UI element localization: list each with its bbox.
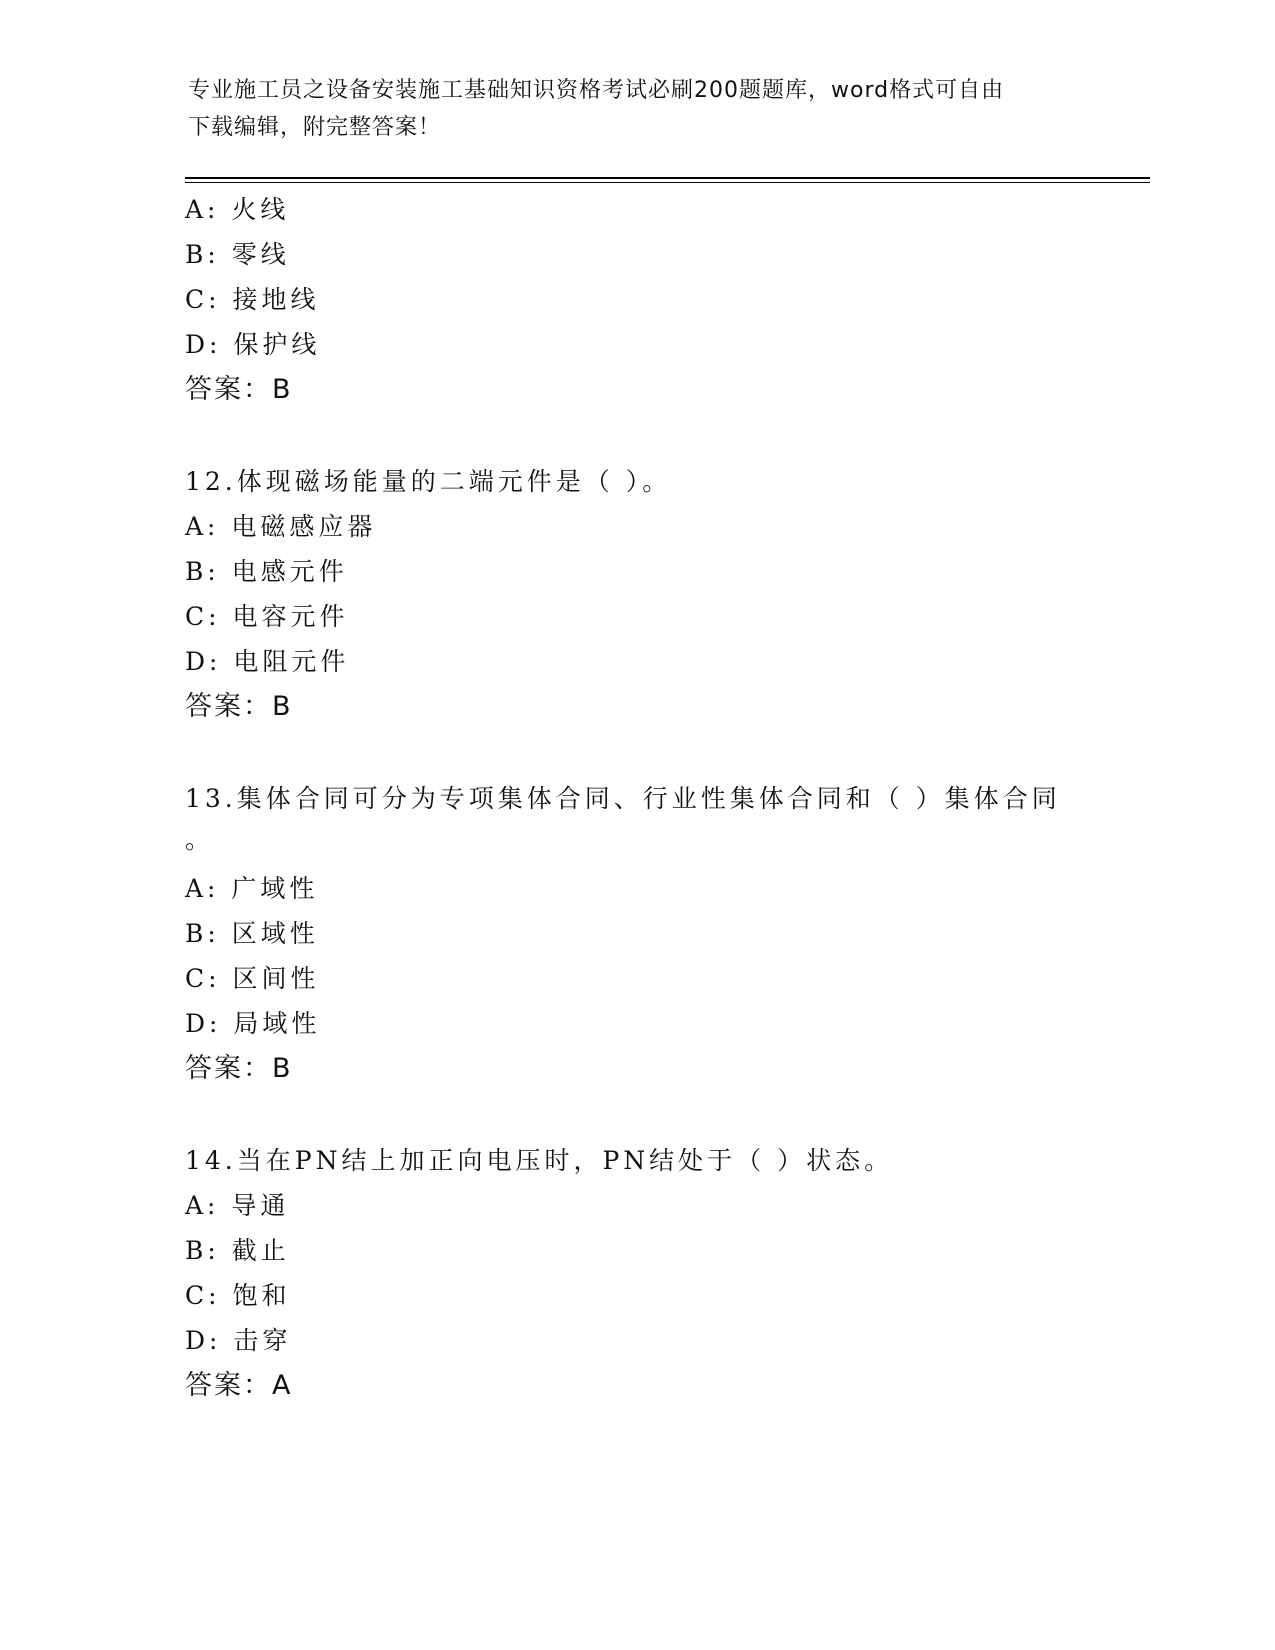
option-d: D: 局域性 [185,1009,321,1038]
header-divider [185,177,1150,183]
answer: 答案：B [185,1053,293,1084]
option-c: C: 饱和 [185,1281,291,1310]
question-12 [185,459,1065,729]
question-text: 14.当在PN结上加正向电压时，PN结处于（ ）状态。 [185,1146,894,1175]
header-line-1: 专业施工员之设备安装施工基础知识资格考试必刷200题题库，word格式可自由 [188,78,1005,103]
option-a: A: 广域性 [185,874,319,903]
option-b: B: 区域性 [185,919,319,948]
question-13 [185,776,1065,1091]
option-c: C: 接地线 [185,285,320,314]
question-text: 13.集体合同可分为专项集体合同、行业性集体合同和（ ）集体合同 [185,784,1061,813]
option-b: B: 零线 [185,240,290,269]
option-b: B: 截止 [185,1236,290,1265]
question-14 [185,1138,1065,1408]
question-text: 12.体现磁场能量的二端元件是（ ）。 [185,467,672,496]
option-d: D: 保护线 [185,330,321,359]
document-header [188,72,1068,146]
header-line-2: 下载编辑，附完整答案！ [188,115,442,140]
option-c: C: 区间性 [185,964,320,993]
option-a: A: 火线 [185,195,290,224]
option-c: C: 电容元件 [185,602,349,631]
answer: 答案：A [185,1370,293,1401]
question-text-continuation: 。 [185,825,211,854]
answer: 答案：B [185,691,293,722]
option-d: D: 电阻元件 [185,647,350,676]
option-a: A: 电磁感应器 [185,512,377,541]
question-list [185,187,1065,1408]
answer: 答案：B [185,374,293,405]
option-a: A: 导通 [185,1191,290,1220]
option-d: D: 击穿 [185,1326,292,1355]
option-b: B: 电感元件 [185,557,348,586]
question-11 [185,187,1065,412]
